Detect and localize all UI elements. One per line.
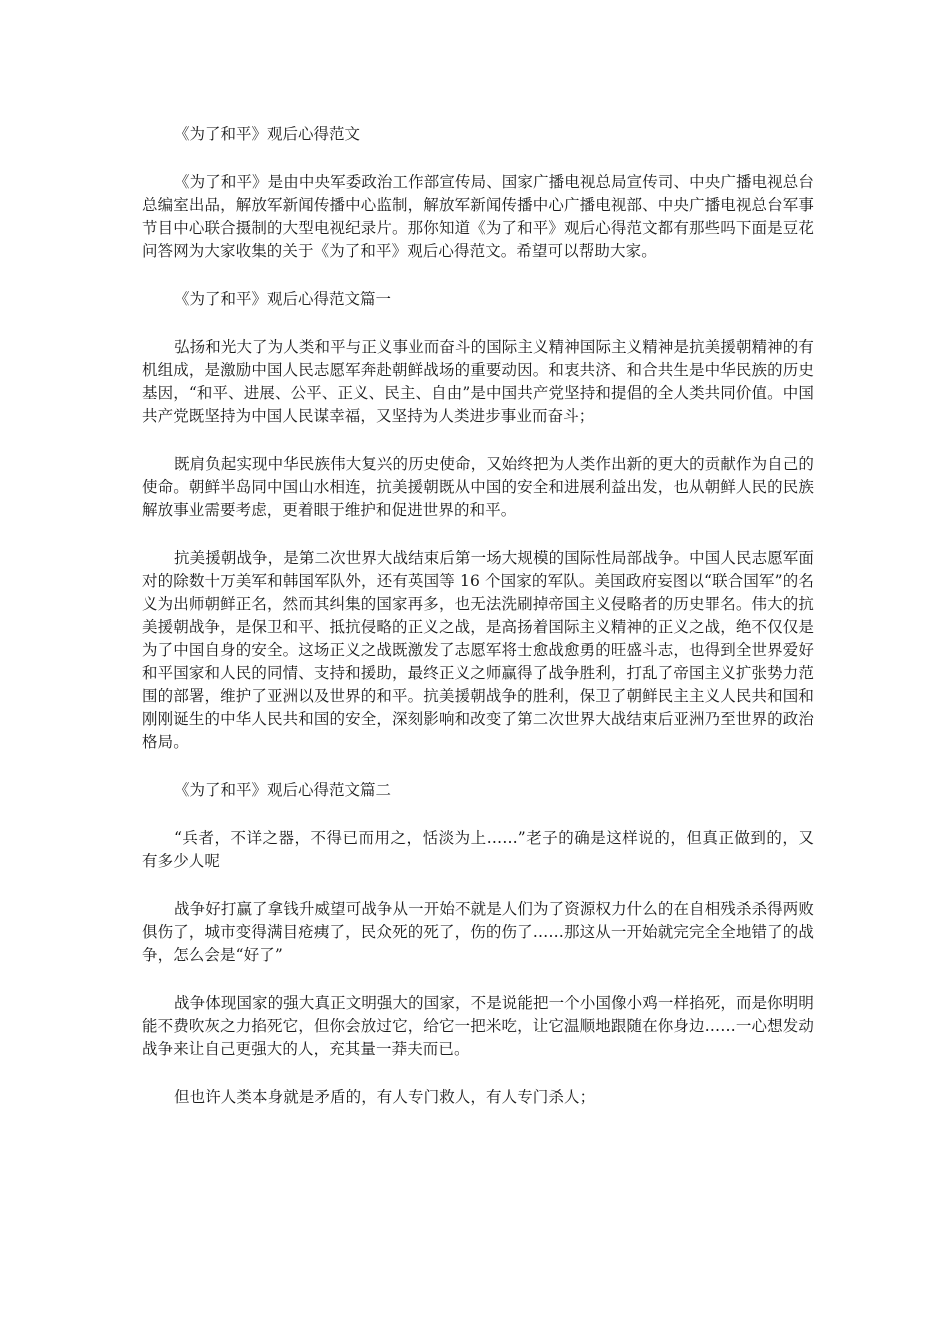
section2-paragraph-4: 但也许人类本身就是矛盾的，有人专门救人，有人专门杀人； (174, 1088, 596, 1106)
document-body (142, 123, 814, 1109)
section-heading-1: 《为了和平》观后心得范文篇一 (174, 290, 392, 308)
section1-paragraph-3: 抗美援朝战争，是第二次世界大战结束后第一场大规模的国际性局部战争。中国人民志愿军面对的除数十万美军和韩国军队外，还有英国等 16 个国家的军队。美国政府妄图以“联合国军”的名义为出师朝鲜正名，然而其纠集的国家再多，也无法洗刷掉帝国主义侵略者的历史罪名。伟大的抗美援朝战争，是保卫和平、抵抗侵略的正义之战，是高扬着国际主义精神的正义之战，绝不仅仅是为了中国自身的安全。这场正义之战既激发了志愿军将士愈战愈勇的旺盛斗志，也得到全世界爱好和平国家和人民的同情、支持和援助，最终正义之师赢得了战争胜利，打乱了帝国主义扩张势力范围的部署，维护了亚洲以及世界的和平。抗美援朝战争的胜利，保卫了朝鲜民主主义人民共和国和刚刚诞生的中华人民共和国的安全，深刻影响和改变了第二次世界大战结束后亚洲乃至世界的政治格局。 (142, 549, 814, 751)
section1-paragraph-2: 既肩负起实现中华民族伟大复兴的历史使命，又始终把为人类作出新的更大的贡献作为自己的使命。朝鲜半岛同中国山水相连，抗美援朝既从中国的安全和进展利益出发，也从朝鲜人民的民族解放事业需要考虑，更着眼于维护和促进世界的和平。 (142, 455, 814, 519)
section2-paragraph-2: 战争好打赢了拿钱升威望可战争从一开始不就是人们为了资源权力什么的在自相残杀杀得两败俱伤了，城市变得满目疮痍了，民众死的死了，伤的伤了……那这从一开始就完完全全地错了的战争，怎么会是“好了” (142, 900, 814, 964)
section1-paragraph-1: 弘扬和光大了为人类和平与正义事业而奋斗的国际主义精神国际主义精神是抗美援朝精神的有机组成，是激励中国人民志愿军奔赴朝鲜战场的重要动因。和衷共济、和合共生是中华民族的历史基因，“和平、进展、公平、正义、民主、自由”是中国共产党坚持和提倡的全人类共同价值。中国共产党既坚持为中国人民谋幸福，又坚持为人类进步事业而奋斗； (142, 338, 814, 425)
intro-paragraph: 《为了和平》是由中央军委政治工作部宣传局、国家广播电视总局宣传司、中央广播电视总台总编室出品，解放军新闻传播中心监制，解放军新闻传播中心广播电视部、中央广播电视总台军事节目中心联合摄制的大型电视纪录片。那你知道《为了和平》观后心得范文都有那些吗下面是豆花问答网为大家收集的关于《为了和平》观后心得范文。希望可以帮助大家。 (142, 173, 814, 260)
section2-paragraph-1: “兵者，不详之器，不得已而用之，恬淡为上……”老子的确是这样说的，但真正做到的，又有多少人呢 (142, 829, 814, 870)
section2-paragraph-3: 战争体现国家的强大真正文明强大的国家，不是说能把一个小国像小鸡一样掐死，而是你明明能不费吹灰之力掐死它，但你会放过它，给它一把米吃，让它温顺地跟随在你身边……一心想发动战争来让自己更强大的人，充其量一莽夫而已。 (142, 994, 814, 1058)
section-heading-2: 《为了和平》观后心得范文篇二 (174, 781, 392, 799)
document-title: 《为了和平》观后心得范文 (174, 125, 361, 143)
